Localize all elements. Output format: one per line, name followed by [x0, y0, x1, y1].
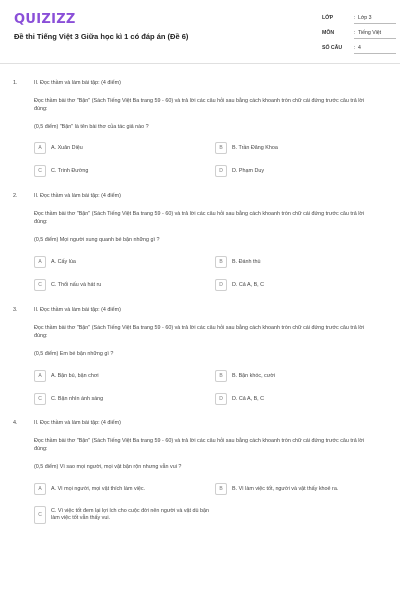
option-text: B. Bận khóc, cười	[232, 373, 276, 379]
page-title: Đề thi Tiếng Việt 3 Giữa học kì 1 có đáp án (Đề 6)	[14, 32, 189, 41]
option-letter: B	[215, 142, 227, 154]
subject-label: MÔN	[322, 30, 335, 36]
subject-colon: :	[354, 30, 356, 36]
option-letter: A	[34, 483, 46, 495]
option-text: C. Thổi nấu và hát ru	[51, 282, 102, 288]
option-letter: A	[34, 370, 46, 382]
class-underline	[354, 23, 396, 24]
header-divider	[0, 63, 400, 64]
option-text: A. Bận bú, bận chơi	[51, 373, 99, 379]
option-text: D. Phạm Duy	[232, 168, 265, 174]
question-section: II. Đọc thầm và làm bài tập: (4 điểm)	[34, 193, 121, 199]
option-letter: B	[215, 256, 227, 268]
question-section: II. Đọc thầm và làm bài tập: (4 điểm)	[34, 307, 121, 313]
question-number: 4.	[13, 420, 18, 426]
question-section: II. Đọc thầm và làm bài tập: (4 điểm)	[34, 420, 121, 426]
option-letter: B	[215, 370, 227, 382]
option-text: A. Cấy lúa	[51, 259, 76, 265]
option-letter: C	[34, 279, 46, 291]
option-letter: D	[215, 393, 227, 405]
option-letter: C	[34, 165, 46, 177]
class-label: LỚP	[322, 15, 334, 21]
question-instruction: Đọc thầm bài thơ "Bận" (Sách Tiếng Việt Ba trang 59 - 60) và trả lời các câu hỏi sau bằng cách khoanh tròn chữ cái đứng trước câu trả lời đúng:	[34, 211, 365, 226]
option-letter: C	[34, 506, 46, 524]
option-text: C. Vì việc tốt đem lại lợi ích cho cuộc đời nên người và vật dù bận làm việc tốt vẫn thấy vui.	[51, 508, 210, 521]
option-letter: C	[34, 393, 46, 405]
question-number: 1.	[13, 80, 18, 86]
option-letter: D	[215, 279, 227, 291]
question-instruction: Đọc thầm bài thơ "Bận" (Sách Tiếng Việt Ba trang 59 - 60) và trả lời các câu hỏi sau bằng cách khoanh tròn chữ cái đứng trước câu trả lời đúng:	[34, 438, 365, 453]
count-colon: :	[354, 45, 356, 51]
question-prompt: (0,5 điểm) Mọi người xung quanh bé bận những gì ?	[34, 237, 160, 243]
count-underline	[354, 53, 396, 54]
class-value: Lớp 3	[358, 15, 372, 21]
option-text: A. Vì mọi người, mọi vật thích làm việc.	[51, 486, 146, 492]
question-section: II. Đọc thầm và làm bài tập: (4 điểm)	[34, 80, 121, 86]
question-prompt: (0,5 điểm) "Bận" là tên bài thơ của tác giả nào ?	[34, 124, 149, 130]
class-colon: :	[354, 15, 356, 21]
option-letter: A	[34, 142, 46, 154]
option-text: B. Trần Đăng Khoa	[232, 145, 278, 151]
option-text: A. Xuân Diệu	[51, 145, 83, 151]
option-letter: A	[34, 256, 46, 268]
question-instruction: Đọc thầm bài thơ "Bận" (Sách Tiếng Việt Ba trang 59 - 60) và trả lời các câu hỏi sau bằng cách khoanh tròn chữ cái đứng trước câu trả lời đúng:	[34, 325, 365, 340]
subject-underline	[354, 38, 396, 39]
option-text: D. Cả A, B, C	[232, 396, 265, 402]
question-instruction: Đọc thầm bài thơ "Bận" (Sách Tiếng Việt Ba trang 59 - 60) và trả lời các câu hỏi sau bằng cách khoanh tròn chữ cái đứng trước câu trả lời đúng:	[34, 98, 365, 113]
count-value: 4	[358, 45, 361, 51]
option-letter: D	[215, 165, 227, 177]
subject-value: Tiếng Việt	[358, 30, 382, 36]
question-prompt: (0,5 điểm) Em bé bận những gì ?	[34, 351, 114, 357]
question-number: 2.	[13, 193, 18, 199]
header	[0, 0, 400, 56]
option-letter: B	[215, 483, 227, 495]
quizizz-logo: QUIZIZZ	[14, 12, 76, 27]
option-text: B. Vì làm việc tốt, người và vật thấy khoẻ ra.	[232, 486, 339, 492]
option-text: C. Trinh Đường	[51, 168, 89, 174]
count-label: SỐ CÂU	[322, 45, 343, 51]
question-number: 3.	[13, 307, 18, 313]
question-prompt: (0,5 điểm) Vì sao mọi người, mọi vật bận rộn nhưng vẫn vui ?	[34, 464, 182, 470]
option-text: C. Bận nhìn ánh sáng	[51, 396, 104, 402]
option-text: D. Cả A, B, C	[232, 282, 265, 288]
option-text: B. Đánh thù	[232, 259, 261, 265]
